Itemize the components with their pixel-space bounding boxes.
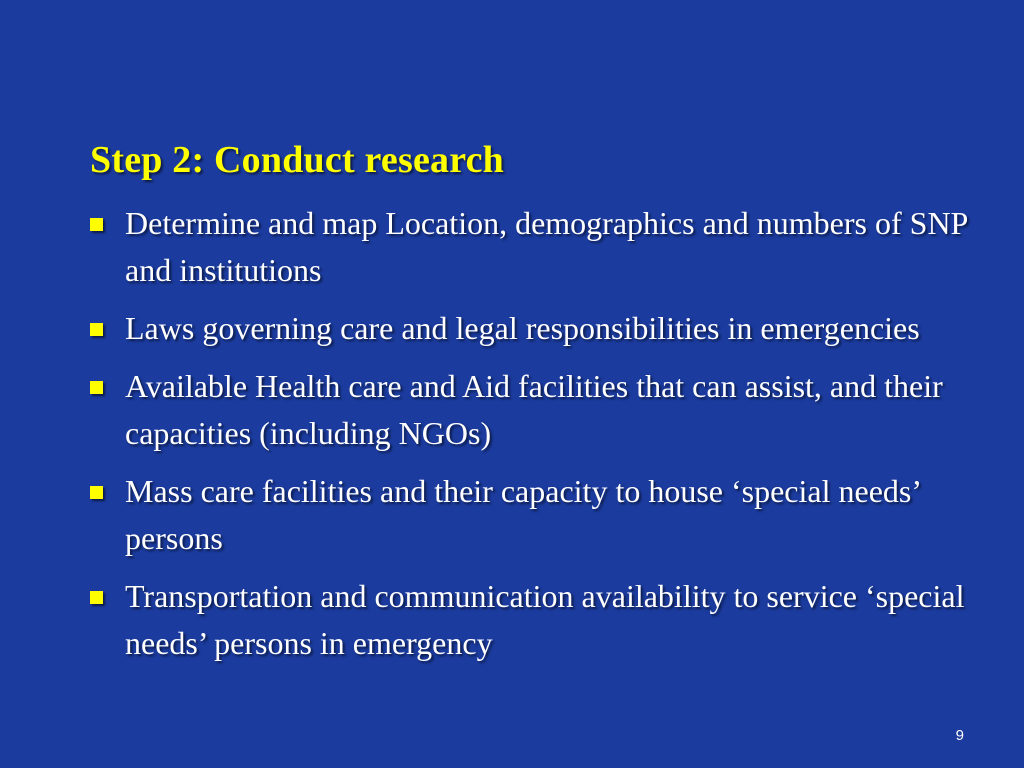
square-bullet-icon xyxy=(90,486,103,499)
bullet-text: Determine and map Location, demographics and numbers of SNP and institutions xyxy=(125,205,968,288)
square-bullet-icon xyxy=(90,381,103,394)
bullet-item xyxy=(88,573,988,667)
bullet-item xyxy=(88,305,988,352)
bullet-text: Available Health care and Aid facilities that can assist, and their capacities (including NGOs) xyxy=(125,368,943,451)
square-bullet-icon xyxy=(90,591,103,604)
bullet-list xyxy=(88,200,988,678)
bullet-text: Laws governing care and legal responsibilities in emergencies xyxy=(125,310,920,346)
square-bullet-icon xyxy=(90,323,103,336)
bullet-text: Mass care facilities and their capacity to house ‘special needs’ persons xyxy=(125,473,920,556)
bullet-text: Transportation and communication availability to service ‘special needs’ persons in emergency xyxy=(125,578,965,661)
bullet-item xyxy=(88,200,988,294)
square-bullet-icon xyxy=(90,218,103,231)
bullet-item xyxy=(88,468,988,562)
slide-number: 9 xyxy=(955,727,964,744)
slide-title: Step 2: Conduct research xyxy=(90,139,504,181)
bullet-item xyxy=(88,363,988,457)
